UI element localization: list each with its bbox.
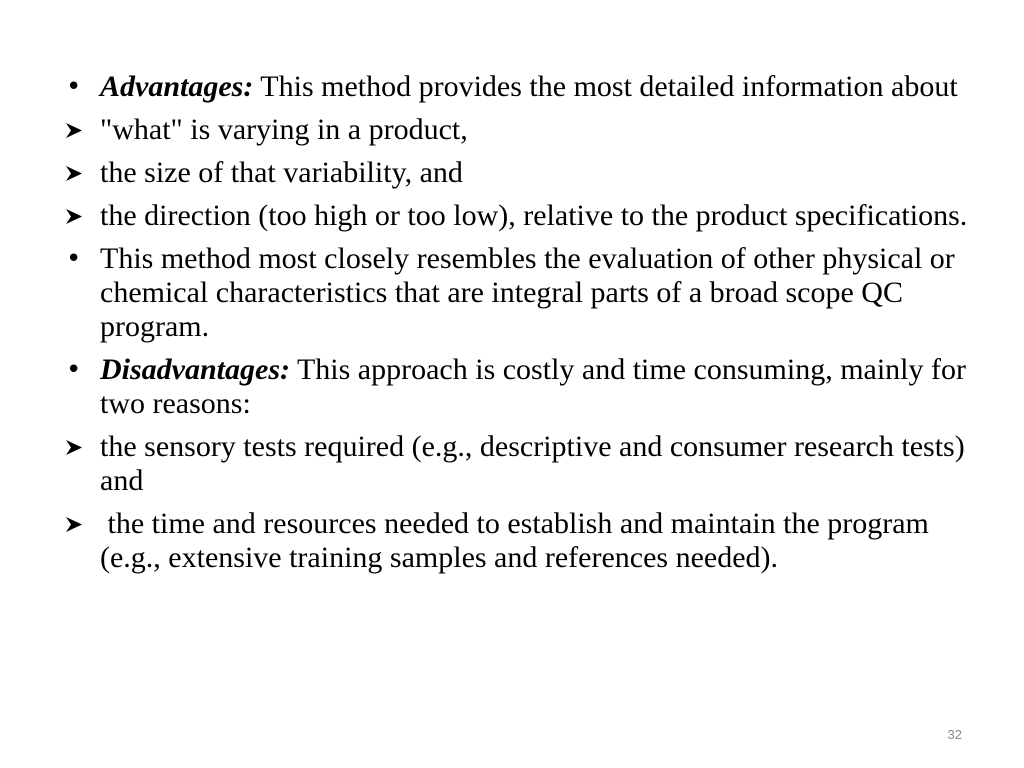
- list-item-direction: [60, 199, 980, 233]
- list-item-text: the sensory tests required (e.g., descriptive and consumer research tests) and: [100, 430, 965, 497]
- list-item-size-variability: [60, 156, 980, 190]
- arrowhead-bullet-icon: [64, 165, 84, 182]
- bullet-dot-icon: •: [66, 72, 82, 102]
- advantages-label: Advantages:: [100, 70, 254, 103]
- bullet-dot-icon: •: [66, 244, 82, 274]
- bullet-list: [60, 70, 980, 584]
- bullet-dot-icon: •: [66, 355, 82, 385]
- page-number: 32: [947, 727, 962, 742]
- list-item-text: This method provides the most detailed information about: [253, 70, 958, 103]
- list-item-time-resources: [60, 507, 980, 575]
- list-item-what-varying: [60, 113, 980, 147]
- arrowhead-bullet-icon: [64, 208, 84, 225]
- list-item-text: This method most closely resembles the evaluation of other physical or chemical characteristics that are integral parts of a broad scope QC program.: [100, 242, 955, 343]
- list-item-text: This approach is costly and time consuming, mainly for two reasons:: [100, 353, 966, 420]
- list-item-text: the time and resources needed to establish and maintain the program (e.g., extensive training samples and references needed).: [100, 507, 937, 574]
- list-item-advantages: [60, 70, 980, 104]
- list-item-text: the size of that variability, and: [100, 156, 463, 189]
- list-item-resembles: [60, 242, 980, 344]
- arrowhead-bullet-icon: [64, 439, 84, 456]
- arrowhead-bullet-icon: [64, 516, 84, 533]
- list-item-sensory-tests: [60, 430, 980, 498]
- disadvantages-label: Disadvantages:: [100, 353, 290, 386]
- list-item-text: "what" is varying in a product,: [100, 113, 468, 146]
- list-item-text: the direction (too high or too low), relative to the product specifications.: [100, 199, 968, 232]
- list-item-disadvantages: [60, 353, 980, 421]
- arrowhead-bullet-icon: [64, 122, 84, 139]
